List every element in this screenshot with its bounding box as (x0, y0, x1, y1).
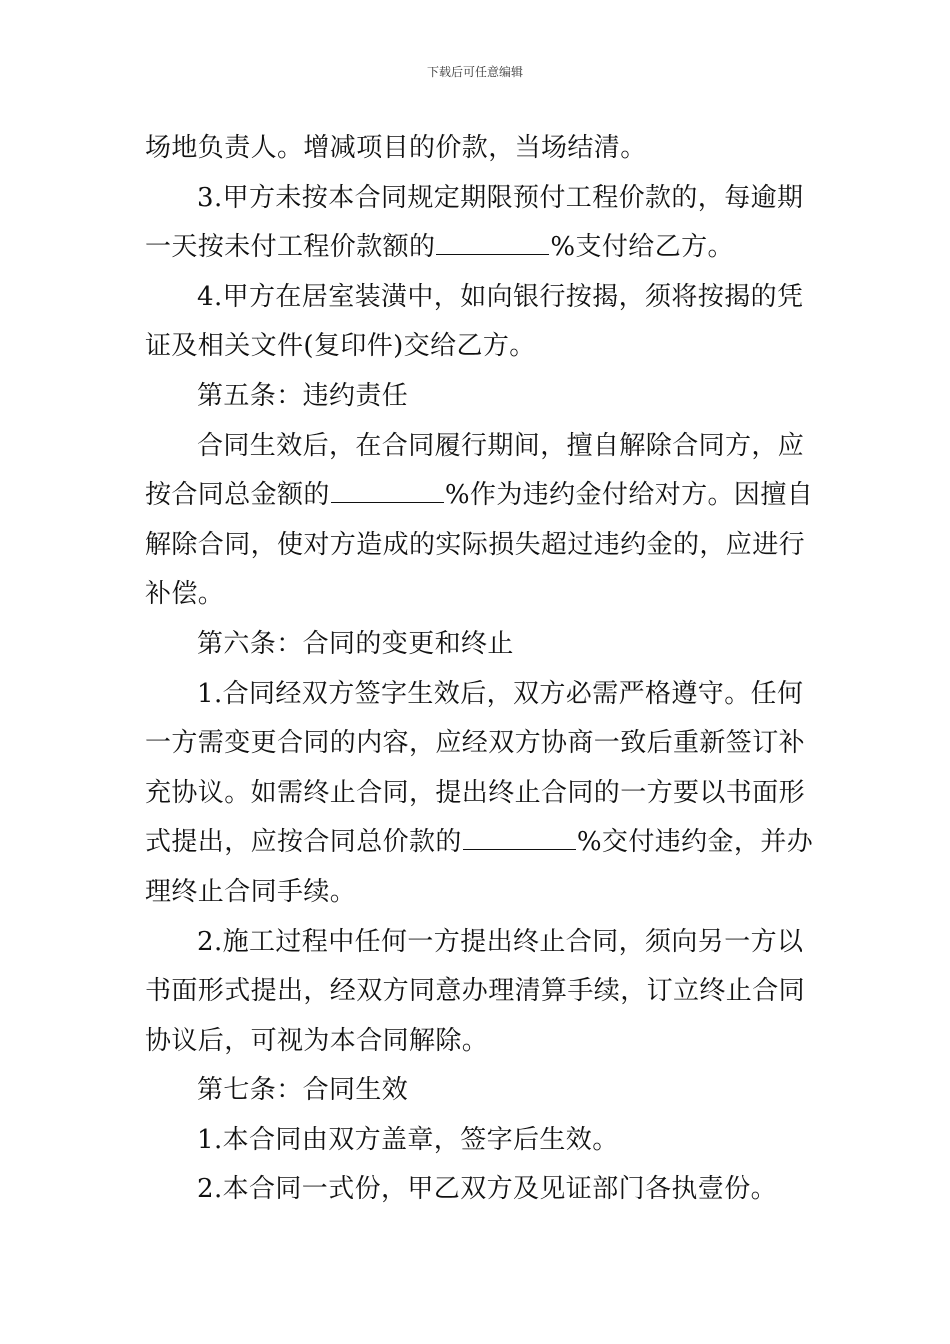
clause-4-4-line: 证及相关文件(复印件)交给乙方。 (145, 331, 536, 362)
article-6-1-line: 一方需变更合同的内容，应经双方协商一致后重新签订补 (145, 728, 806, 759)
article-6-1-line (145, 818, 814, 868)
text-segment: %支付给乙方。 (550, 232, 734, 263)
text-segment: 式提出，应按合同总价款的 (145, 827, 462, 858)
article-6-2-line: 协议后，可视为本合同解除。 (145, 1025, 489, 1056)
text-segment: %交付违约金，并办 (576, 827, 814, 858)
paragraph-line: 场地负责人。增减项目的价款，当场结清。 (145, 133, 647, 163)
text-segment: 按合同总金额的 (145, 480, 330, 511)
document-body (145, 124, 814, 1215)
article-6-2-line: 2.施工过程中任何一方提出终止合同，须向另一方以 (197, 926, 804, 957)
article-6-1-line: 充协议。如需终止合同，提出终止合同的一方要以书面形 (145, 777, 806, 808)
clause-4-4-line: 4.甲方在居室装潢中，如向银行按揭，须将按揭的凭 (197, 281, 804, 312)
clause-4-3-line: 3.甲方未按本合同规定期限预付工程价款的，每逾期 (197, 182, 804, 213)
article-6-1-line: 1.合同经双方签字生效后，双方必需严格遵守。任何 (197, 678, 804, 709)
article-5-line: 合同生效后，在合同履行期间，擅自解除合同方，应 (197, 430, 805, 461)
article-6-heading: 第六条：合同的变更和终止 (197, 628, 514, 659)
fill-in-blank[interactable] (463, 829, 576, 850)
article-7-heading: 第七条：合同生效 (197, 1075, 409, 1106)
article-5-line: 补偿。 (145, 579, 225, 610)
article-5-heading: 第五条：违约责任 (197, 380, 409, 411)
clause-4-3-line (145, 223, 810, 273)
article-6-1-line: 理终止合同手续。 (145, 876, 357, 907)
article-6-2-line: 书面形式提出，经双方同意办理清算手续，订立终止合同 (145, 976, 806, 1007)
fill-in-blank[interactable] (331, 482, 444, 503)
text-segment: %作为违约金付给对方。因擅自 (444, 480, 814, 511)
article-5-line (145, 471, 814, 521)
fill-in-blank[interactable] (436, 234, 549, 255)
article-7-2-line: 2.本合同一式份，甲乙双方及见证部门各执壹份。 (197, 1174, 778, 1205)
text-segment: 一天按未付工程价款额的 (145, 232, 436, 263)
article-5-line: 解除合同，使对方造成的实际损失超过违约金的，应进行 (145, 529, 806, 560)
article-7-1-line: 1.本合同由双方盖章，签字后生效。 (197, 1124, 619, 1155)
page-header-note: 下载后可任意编辑 (426, 65, 523, 79)
